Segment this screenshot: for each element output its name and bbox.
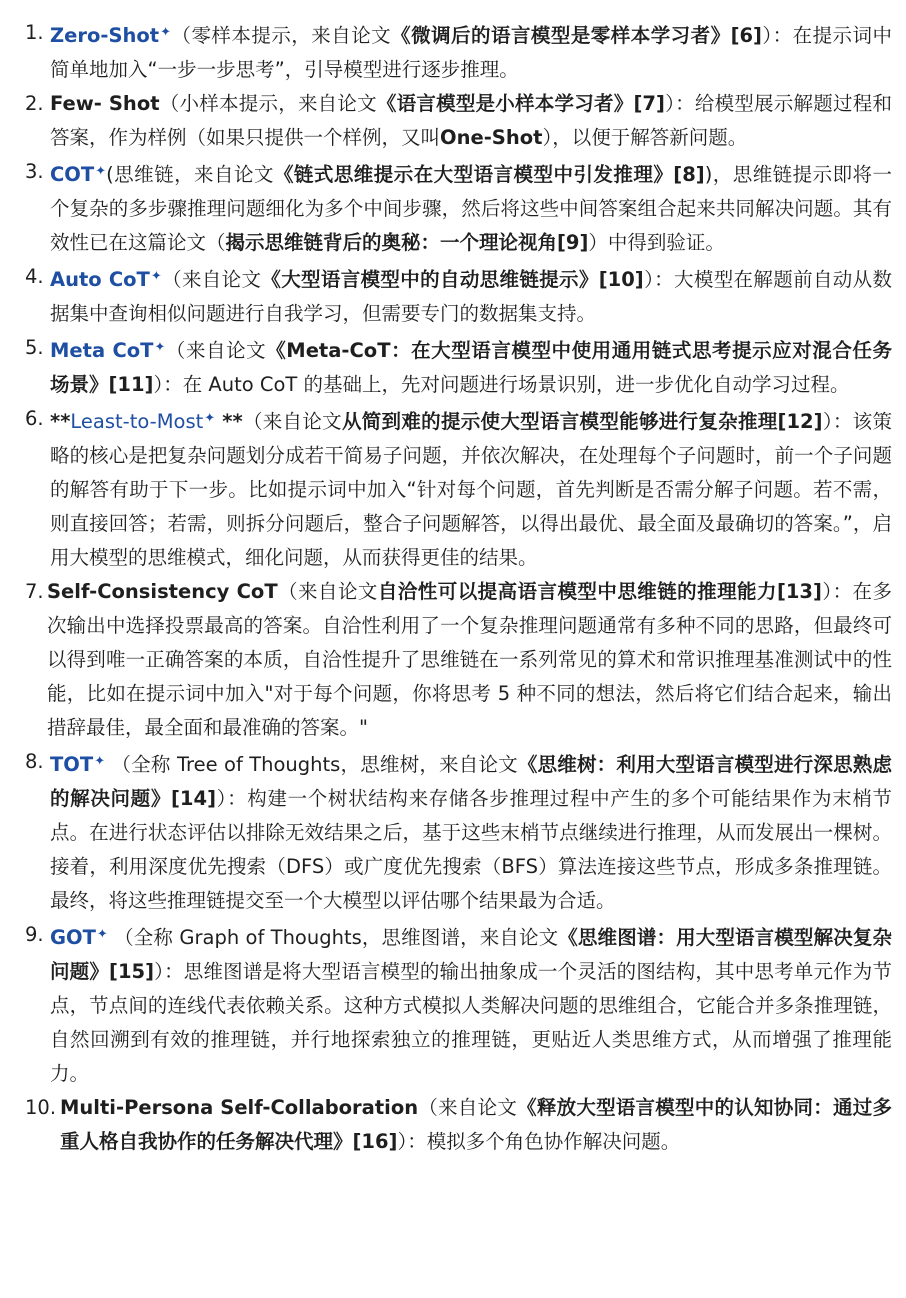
item-text: （小样本提示，来自论文 — [159, 92, 377, 115]
list-number: 8. — [25, 750, 44, 773]
paper-title: 《语言模型是小样本学习者》[7] — [376, 92, 665, 115]
item-text: ）中得到验证。 — [588, 231, 725, 254]
item-text: （来自论文 — [161, 268, 262, 291]
paper-title: 从简到难的提示使大型语言模型能够进行复杂推理[12] — [341, 410, 823, 433]
item-text: ）：该策略的核心是把复杂问题划分成若干简易子问题，并依次解决，在处理每个子问题时，前一个子问题的解答有助于下一步。比如提示词中加入“针对每个问题，首先判断是否需分解子问题。若不需，则直接回答；若需，则拆分问题后，整合子问题解答，以得出最优、最全面及最确切的答案。”，启用大模型的思维模式，细化问题，从而获得更佳的结果。 — [50, 410, 892, 569]
item-text: ）：模拟多个角色协作解决问题。 — [397, 1130, 681, 1153]
item-text: ）：大模型在解题前自动从数据集中查询相似问题进行自我学习，但需要专门的数据集支持。 — [50, 268, 892, 325]
item-text: ）：在多次输出中选择投票最高的答案。自洽性利用了一个复杂推理问题通常有多种不同的思路，但最终可以得到唯一正确答案的本质，自洽性提升了思维链在一系列常见的算术和常识推理基准测试中的性能，比如在提示词中加入"对于每个问题，你将思考 5 种不同的想法，然后将它们结合起来，输出措辞最佳，最全面和最准确的答案。" — [47, 580, 892, 739]
paper-title: 《Meta-CoT：在大型语言模型中使用通用链式思考提示应对混合任务场景》[11] — [50, 339, 892, 396]
list-item-cot — [0, 155, 892, 260]
list-number: 1. — [25, 21, 44, 44]
list-number: 10. — [25, 1096, 57, 1119]
list-number: 6. — [25, 407, 44, 430]
item-text: （全称 Graph of Thoughts，思维图谱，来自论文 — [107, 926, 559, 949]
paper-title: 自洽性可以提高语言模型中思维链的推理能力[13] — [377, 580, 822, 603]
tot-link[interactable]: TOT — [50, 753, 94, 776]
list-number: 5. — [25, 336, 44, 359]
method-title: Few- Shot — [50, 92, 160, 115]
got-link[interactable]: GOT — [50, 926, 96, 949]
auto-cot-link[interactable]: Auto CoT — [50, 268, 150, 291]
paper-title: 《思维树：利用大型语言模型进行深思熟虑的解决问题》[14] — [50, 753, 892, 810]
paper-title: 《大型语言模型中的自动思维链提示》[10] — [261, 268, 644, 291]
item-text: （来自论文 — [277, 580, 378, 603]
markdown-asterisks: ** — [215, 410, 243, 433]
list-item-auto-cot — [0, 260, 892, 331]
cot-link[interactable]: COT — [50, 163, 95, 186]
paper-title-secondary: 揭示思维链背后的奥秘：一个理论视角[9] — [225, 231, 589, 254]
list-number: 2. — [25, 92, 44, 115]
paper-title: 《微调后的语言模型是零样本学习者》[6] — [391, 24, 762, 47]
item-text: ）：在提示词中简单地加入“一步一步思考”，引导模型进行逐步推理。 — [50, 24, 892, 81]
item-text: ）：构建一个树状结构来存储各步推理过程中产生的多个可能结果作为末梢节点。在进行状态评估以排除无效结果之后，基于这些末梢节点继续进行推理，从而发展出一棵树。接着，利用深度优先搜索（DFS）或广度优先搜索（BFS）算法连接这些节点，形成多条推理链。最终，将这些推理链提交至一个大模型以评估哪个结果最为合适。 — [50, 787, 892, 912]
method-title: Self-Consistency CoT — [47, 580, 278, 603]
least-to-most-link[interactable]: Least-to-Most — [70, 410, 204, 433]
list-item-meta-cot — [0, 331, 892, 402]
item-text: ）：给模型展示解题过程和答案，作为样例（如果只提供一个样例，又叫 — [50, 92, 892, 149]
paper-title: 《释放大型语言模型中的认知协同：通过多重人格自我协作的任务解决代理》[16] — [60, 1096, 892, 1153]
term-one-shot: One-Shot — [440, 126, 543, 149]
item-text: （来自论文 — [242, 410, 342, 433]
item-text: ）：思维图谱是将大型语言模型的输出抽象成一个灵活的图结构，其中思考单元作为节点，节点间的连线代表依赖关系。这种方式模拟人类解决问题的思维组合，它能合并多条推理链，自然回溯到有效的推理链，并行地探索独立的推理链，更贴近人类思维方式，从而增强了推理能力。 — [50, 960, 892, 1085]
list-item-few-shot — [0, 87, 892, 155]
markdown-asterisks: ** — [50, 410, 71, 433]
item-text: （全称 Tree of Thoughts，思维树，来自论文 — [105, 753, 518, 776]
list-item-zero-shot — [0, 16, 892, 87]
method-title: Multi-Persona Self-Collaboration — [60, 1096, 419, 1119]
sparkle-icon: ✦ — [204, 411, 216, 426]
item-text: ），以便于解答新问题。 — [542, 126, 748, 149]
list-item-got — [0, 918, 892, 1091]
sparkle-icon: ✦ — [154, 340, 166, 355]
list-item-tot — [0, 745, 892, 918]
list-number: 7. — [25, 580, 44, 603]
sparkle-icon: ✦ — [160, 25, 172, 40]
list-number: 4. — [25, 265, 44, 288]
item-text: （来自论文 — [418, 1096, 518, 1119]
list-number: 9. — [25, 923, 44, 946]
sparkle-icon: ✦ — [96, 927, 108, 942]
list-item-multi-persona — [0, 1091, 892, 1159]
item-text: （来自论文 — [165, 339, 267, 362]
sparkle-icon: ✦ — [95, 164, 107, 179]
sparkle-icon: ✦ — [94, 754, 106, 769]
item-text: （零样本提示，来自论文 — [171, 24, 392, 47]
item-text: (思维链，来自论文 — [106, 163, 274, 186]
list-number: 3. — [25, 160, 44, 183]
zero-shot-link[interactable]: Zero-Shot — [50, 24, 160, 47]
list-item-least-to-most — [0, 402, 892, 575]
paper-title: 《链式思维提示在大型语言模型中引发推理》[8] — [273, 163, 705, 186]
item-text: )，思维链提示即将一个复杂的多步骤推理问题细化为多个中间步骤，然后将这些中间答案组合起来共同解决问题。其有效性已在这篇论文（ — [50, 163, 893, 254]
item-text: ）：在 Auto CoT 的基础上，先对问题进行场景识别，进一步优化自动学习过程。 — [153, 373, 850, 396]
sparkle-icon: ✦ — [150, 269, 162, 284]
meta-cot-link[interactable]: Meta CoT — [50, 339, 154, 362]
list-item-self-consistency — [0, 575, 892, 745]
paper-title: 《思维图谱：用大型语言模型解决复杂问题》[15] — [50, 926, 892, 983]
